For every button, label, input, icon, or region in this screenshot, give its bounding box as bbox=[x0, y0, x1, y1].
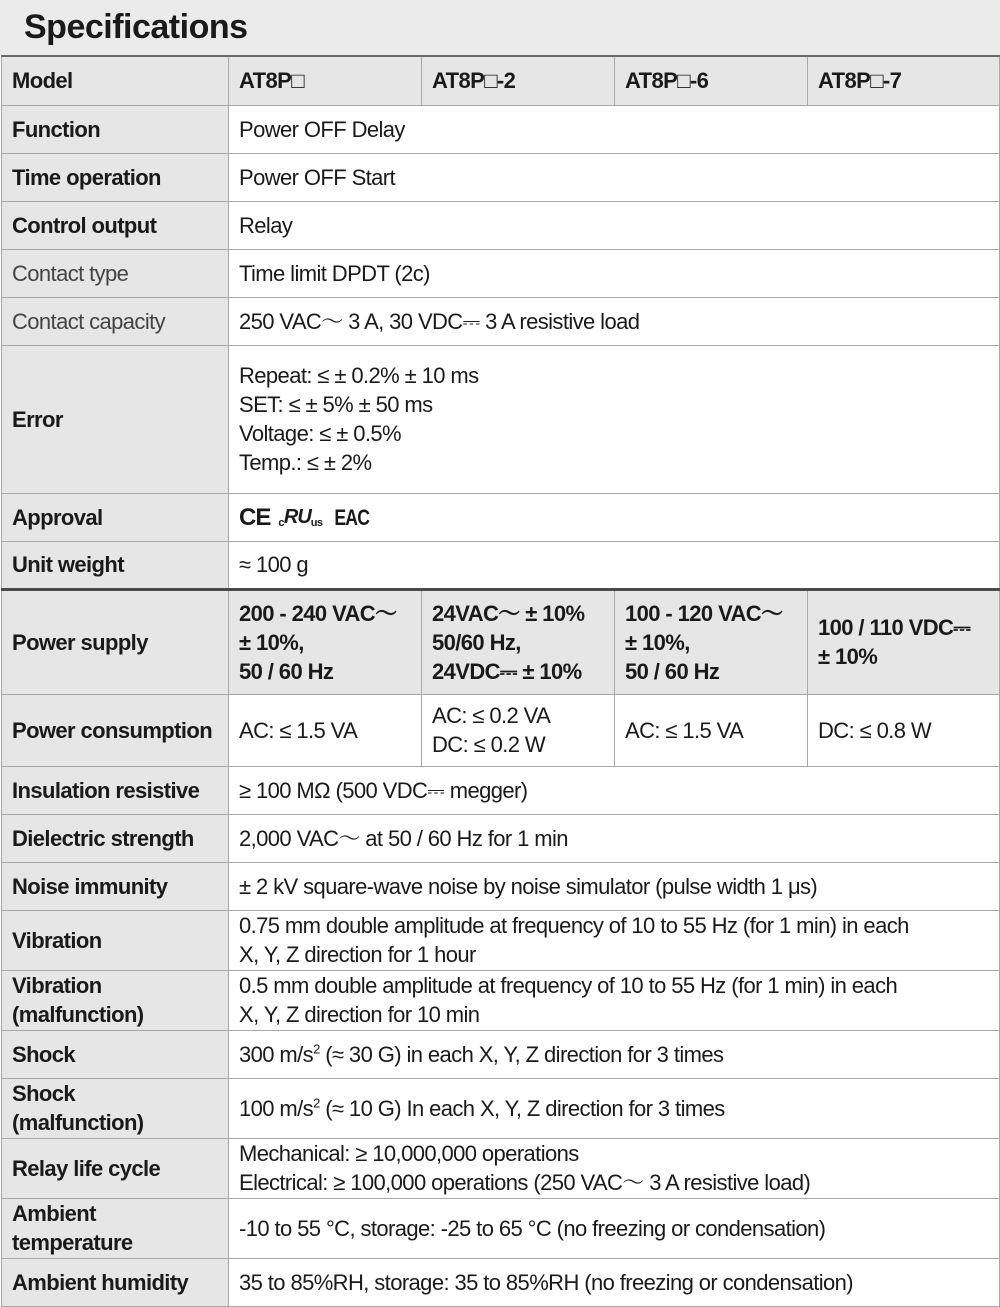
ambient-temperature-row bbox=[2, 1198, 1000, 1258]
vibration-value: 0.75 mm double amplitude at frequency of 10 to 55 Hz (for 1 min) in each X, Y, Z direction for 1 hour bbox=[229, 910, 1000, 970]
function-label: Function bbox=[2, 105, 229, 153]
model-row bbox=[2, 56, 1000, 105]
insulation-resistive-value: ≥ 100 MΩ (500 VDC⎓ megger) bbox=[229, 766, 1000, 814]
error-line-repeat: Repeat: ≤ ± 0.2% ± 10 ms bbox=[239, 363, 479, 388]
relay-life-cycle-value: Mechanical: ≥ 10,000,000 operations Electrical: ≥ 100,000 operations (250 VAC～ 3 A resistive load) bbox=[229, 1138, 1000, 1198]
unit-weight-value: ≈ 100 g bbox=[229, 541, 1000, 589]
shock-value: 300 $m/s^2$ (≈ 30 G) in each X, Y, Z direction for 3 times bbox=[229, 1030, 1000, 1078]
error-line-temp: Temp.: ≤ ± 2% bbox=[239, 450, 372, 475]
vibration-malfunction-value: 0.5 mm double amplitude at frequency of 10 to 55 Hz (for 1 min) in each X, Y, Z direction for 10 min bbox=[229, 970, 1000, 1030]
power-supply-cell-2: 24VAC～ ± 10% 50/60 Hz, 24VDC⎓ ± 10% bbox=[422, 589, 615, 694]
error-row bbox=[2, 345, 1000, 493]
ul-mark-icon: c RU us bbox=[278, 505, 323, 529]
power-supply-cell-4: 100 / 110 VDC⎓ ± 10% bbox=[808, 589, 1000, 694]
model-label: Model bbox=[2, 56, 229, 105]
ambient-humidity-label: Ambient humidity bbox=[2, 1258, 229, 1306]
noise-immunity-label: Noise immunity bbox=[2, 862, 229, 910]
contact-type-label: Contact type bbox=[2, 249, 229, 297]
shock-malfunction-value: 100 $m/s^2$ (≈ 10 G) In each X, Y, Z direction for 3 times bbox=[229, 1078, 1000, 1138]
error-line-set: SET: ≤ ± 5% ± 50 ms bbox=[239, 392, 433, 417]
vibration-row bbox=[2, 910, 1000, 970]
unit-weight-row bbox=[2, 541, 1000, 589]
function-row bbox=[2, 105, 1000, 153]
function-value: Power OFF Delay bbox=[229, 105, 1000, 153]
approval-row bbox=[2, 493, 1000, 541]
contact-type-value: Time limit DPDT (2c) bbox=[229, 249, 1000, 297]
power-supply-cell-1: 200 - 240 VAC～ ± 10%, 50 / 60 Hz bbox=[229, 589, 422, 694]
error-line-voltage: Voltage: ≤ ± 0.5% bbox=[239, 421, 401, 446]
model-cell-2: AT8P□-2 bbox=[422, 56, 615, 105]
time-operation-value: Power OFF Start bbox=[229, 153, 1000, 201]
shock-malfunction-label: Shock (malfunction) bbox=[2, 1078, 229, 1138]
ambient-humidity-value: 35 to 85%RH, storage: 35 to 85%RH (no freezing or condensation) bbox=[229, 1258, 1000, 1306]
power-consumption-label: Power consumption bbox=[2, 694, 229, 766]
insulation-resistive-label: Insulation resistive bbox=[2, 766, 229, 814]
dielectric-strength-value: 2,000 VAC～ at 50 / 60 Hz for 1 min bbox=[229, 814, 1000, 862]
ambient-humidity-row bbox=[2, 1258, 1000, 1306]
power-consumption-cell-4: DC: ≤ 0.8 W bbox=[808, 694, 1000, 766]
model-cell-1: AT8P□ bbox=[229, 56, 422, 105]
relay-life-cycle-label: Relay life cycle bbox=[2, 1138, 229, 1198]
error-value bbox=[229, 345, 1000, 493]
contact-capacity-value: 250 VAC～ 3 A, 30 VDC⎓ 3 A resistive load bbox=[229, 297, 1000, 345]
model-cell-4: AT8P□-7 bbox=[808, 56, 1000, 105]
approval-label: Approval bbox=[2, 493, 229, 541]
eac-mark-icon: EAC bbox=[334, 504, 370, 530]
power-consumption-cell-3: AC: ≤ 1.5 VA bbox=[615, 694, 808, 766]
relay-life-cycle-row bbox=[2, 1138, 1000, 1198]
vibration-malfunction-label: Vibration (malfunction) bbox=[2, 970, 229, 1030]
shock-row bbox=[2, 1030, 1000, 1078]
power-supply-label: Power supply bbox=[2, 589, 229, 694]
dielectric-strength-row bbox=[2, 814, 1000, 862]
unit-weight-label: Unit weight bbox=[2, 541, 229, 589]
approval-value bbox=[229, 493, 1000, 541]
dielectric-strength-label: Dielectric strength bbox=[2, 814, 229, 862]
control-output-value: Relay bbox=[229, 201, 1000, 249]
vibration-malfunction-row bbox=[2, 970, 1000, 1030]
power-supply-cell-3: 100 - 120 VAC～ ± 10%, 50 / 60 Hz bbox=[615, 589, 808, 694]
contact-type-row bbox=[2, 249, 1000, 297]
shock-malfunction-row bbox=[2, 1078, 1000, 1138]
model-cell-3: AT8P□-6 bbox=[615, 56, 808, 105]
ce-mark-icon: CE bbox=[239, 503, 271, 531]
time-operation-row bbox=[2, 153, 1000, 201]
control-output-label: Control output bbox=[2, 201, 229, 249]
power-supply-row bbox=[2, 589, 1000, 694]
insulation-resistive-row bbox=[2, 766, 1000, 814]
power-consumption-cell-2: AC: ≤ 0.2 VA DC: ≤ 0.2 W bbox=[422, 694, 615, 766]
time-operation-label: Time operation bbox=[2, 153, 229, 201]
shock-label: Shock bbox=[2, 1030, 229, 1078]
power-consumption-cell-1: AC: ≤ 1.5 VA bbox=[229, 694, 422, 766]
specifications-table bbox=[1, 55, 1000, 1307]
contact-capacity-row bbox=[2, 297, 1000, 345]
contact-capacity-label: Contact capacity bbox=[2, 297, 229, 345]
power-consumption-row bbox=[2, 694, 1000, 766]
page-title: Specifications bbox=[0, 0, 1000, 55]
noise-immunity-value: ± 2 kV square-wave noise by noise simulator (pulse width 1 μs) bbox=[229, 862, 1000, 910]
noise-immunity-row bbox=[2, 862, 1000, 910]
control-output-row bbox=[2, 201, 1000, 249]
ambient-temperature-value: -10 to 55 °C, storage: -25 to 65 °C (no freezing or condensation) bbox=[229, 1198, 1000, 1258]
error-label: Error bbox=[2, 345, 229, 493]
ambient-temperature-label: Ambient temperature bbox=[2, 1198, 229, 1258]
vibration-label: Vibration bbox=[2, 910, 229, 970]
